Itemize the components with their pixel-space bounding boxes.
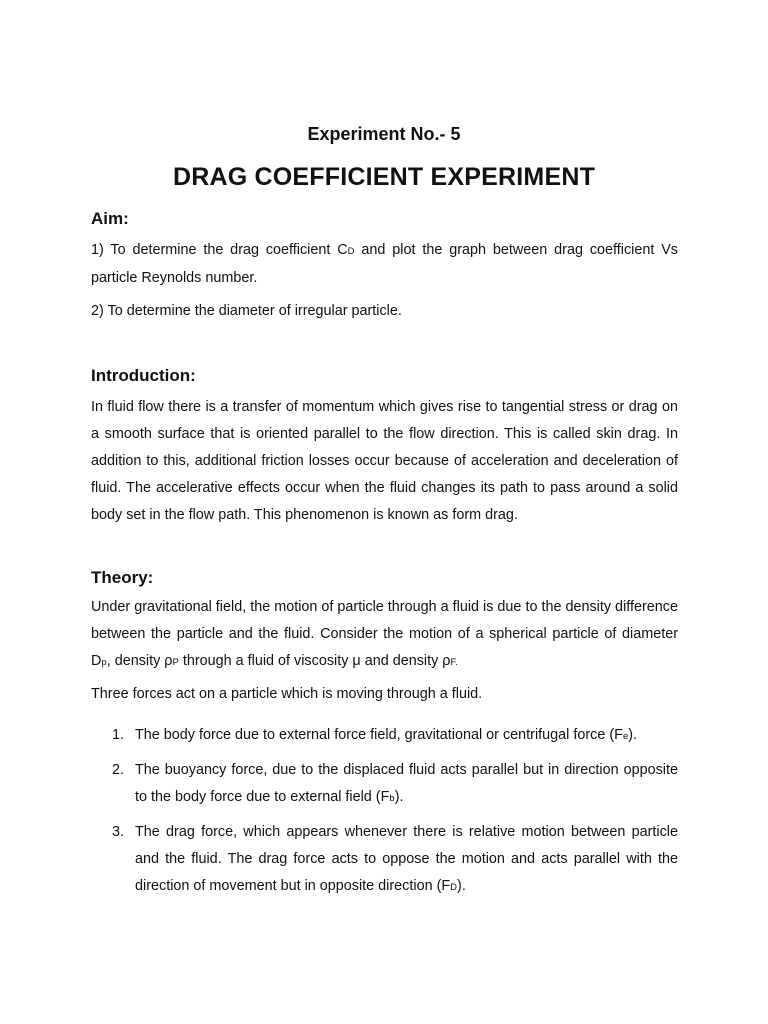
list-number: 1. xyxy=(112,727,125,743)
force-text: The buoyancy force, due to the displaced fluid acts parallel but in direction opposite to the body force due to external field (F xyxy=(135,762,678,805)
subscript-F: F. xyxy=(450,657,458,668)
subscript-d: D xyxy=(347,246,355,257)
subscript-P: P xyxy=(172,657,179,668)
aim-item-1-text: 1) To determine the drag coefficient C xyxy=(91,242,348,258)
theory-heading: Theory: xyxy=(91,568,154,587)
force-text-end: ). xyxy=(457,878,466,894)
force-text-end: ). xyxy=(394,789,404,805)
list-number: 2. xyxy=(112,762,125,778)
theory-paragraph-2: Three forces act on a particle which is moving through a fluid. xyxy=(91,686,483,702)
forces-list xyxy=(91,722,678,908)
subscript-D: D xyxy=(450,882,458,893)
force-text: The body force due to external force field, gravitational or centrifugal force (F xyxy=(135,727,623,743)
subscript-p: p xyxy=(101,657,107,668)
document-title: DRAG COEFFICIENT EXPERIMENT xyxy=(172,163,596,191)
aim-heading: Aim: xyxy=(91,209,129,228)
experiment-number: Experiment No.- 5 xyxy=(307,124,461,144)
theory-p1-text: Under gravitational field, the motion of particle through a fluid is due to the density difference between the particle and the fluid. Consider the motion of a spherical particle of diameter D xyxy=(91,599,678,669)
list-item xyxy=(91,819,678,901)
theory-p1-text-c: through a fluid of viscosity μ and density ρ xyxy=(178,653,451,669)
introduction-paragraph: In fluid flow there is a transfer of momentum which gives rise to tangential stress or drag on a smooth surface that is oriented parallel to the flow direction. This is called skin drag. In addition to this, additional friction losses occur because of acceleration and deceleration of fluid. The accelerative effects occur when the fluid changes its path to pass around a solid body set in the flow path. This phenomenon is known as form drag. xyxy=(91,399,678,523)
force-text: The drag force, which appears whenever there is relative motion between particle and the fluid. The drag force acts to oppose the motion and acts parallel with the direction of movement but in opposite direction (F xyxy=(135,824,678,894)
subscript-b: b xyxy=(389,793,395,804)
force-text-end: ). xyxy=(628,727,638,743)
aim-item-1-text-cont: and plot the graph between drag coefficient Vs particle Reynolds number. xyxy=(91,242,679,286)
theory-paragraph-1 xyxy=(91,594,678,676)
list-item xyxy=(91,722,678,750)
theory-p1-text-b: , density ρ xyxy=(106,653,173,669)
aim-item-1 xyxy=(91,237,678,292)
list-item xyxy=(91,757,678,812)
introduction-heading: Introduction: xyxy=(91,366,196,385)
subscript-e: e xyxy=(622,731,629,742)
list-number: 3. xyxy=(112,824,125,840)
aim-item-2: 2) To determine the diameter of irregular particle. xyxy=(91,303,402,319)
